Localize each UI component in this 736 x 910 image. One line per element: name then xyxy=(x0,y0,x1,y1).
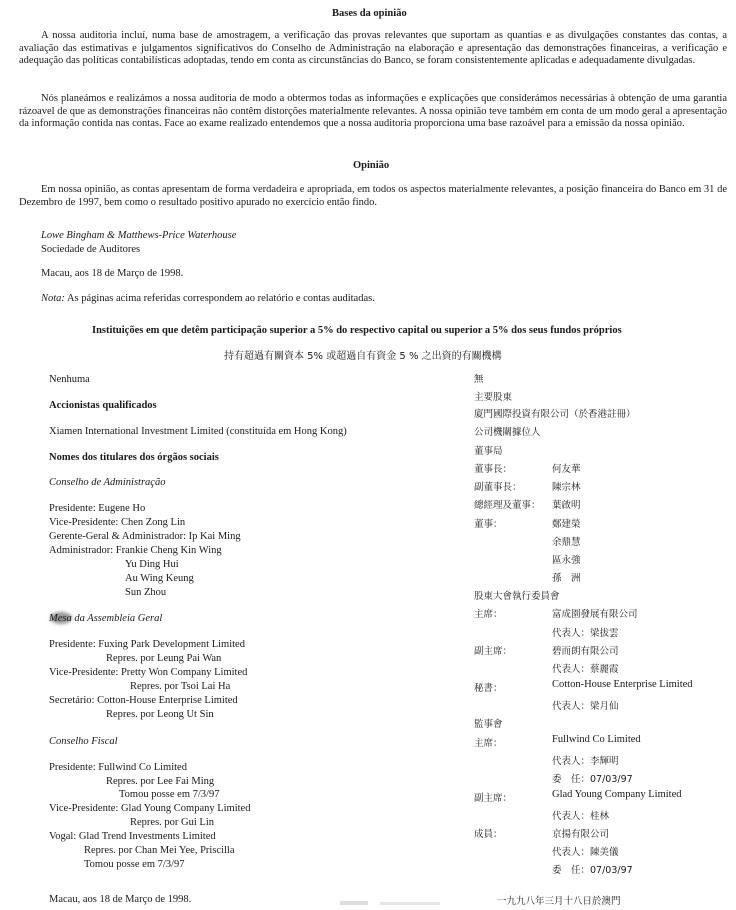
zh-mesa-pres-label: 主席： xyxy=(474,609,503,620)
zh-accionista-name: 廈門國際投資有限公司（於香港註冊） xyxy=(474,409,636,420)
section-title-pt: Instituições em que detêm participação superior a 5% do respectivo capital ou superior a 5% dos seus fundos próprios xyxy=(92,325,622,336)
admin-vice: Vice-Presidente: Chen Zong Lin xyxy=(49,517,186,528)
zh-accionistas: 主要股東 xyxy=(474,392,513,403)
footer-date-pt: Macau, aos 18 de Março de 1998. xyxy=(49,894,192,905)
zh-director-name: 余鼎慧 xyxy=(552,537,581,548)
mesa-vice: Vice-Presidente: Pretty Won Company Limited xyxy=(49,667,248,678)
zh-board: 董事局 xyxy=(474,446,503,457)
zh-mesa-vice-value: 碧而朗有限公司 xyxy=(552,646,619,657)
conselho-fiscal-heading: Conselho Fiscal xyxy=(49,736,118,747)
zh-chairman-name: 何友華 xyxy=(552,464,581,475)
mesa-vice-rep: Repres. por Tsoi Lai Ha xyxy=(130,681,231,692)
opiniao-p1-text: Em nossa opinião, as contas apresentam de forma verdadeira e apropriada, em todos os aspectos materialmente relevantes, a posição financeira do Banco em 31 de Dezembro de 1997, bem como o resultado positivo apurado no exercício então findo. xyxy=(19,184,727,208)
bases-p2-text: Nós planeámos e realizámos a nossa auditoria de modo a obtermos todas as informações e explicações que considerámos necessárias à obtenção de uma garantia rázoavel de que as demonstrações financeiras não contêm distorções materialmente relevantes. A nossa opinião teve também em conta de um modo geral a apresentação da informação contida nas contas. Face ao exame realizado entendemos que a nossa auditoria proporciona uma base razoável para a emissão da nossa opinião. xyxy=(19,93,727,130)
zh-mesa-sec-value: Cotton-House Enterprise Limited xyxy=(552,679,693,690)
note xyxy=(41,293,375,304)
accionista-name: Xiamen International Investment Limited (constituída em Hong Kong) xyxy=(49,426,347,437)
fiscal-presidente-posse: Tomou posse em 7/3/97 xyxy=(119,789,220,800)
zh-director-name: 孫 洲 xyxy=(552,573,581,584)
zh-fiscal-vice-rep: 代表人：桂林 xyxy=(552,811,610,822)
zh-fiscal-pres-label: 主席： xyxy=(474,738,503,749)
fiscal-vogal-rep: Repres. por Chan Mei Yee, Priscilla xyxy=(84,845,235,856)
zh-fiscal-pres-appointed: 委 任：07/03/97 xyxy=(552,774,633,785)
admin-member: Yu Ding Hui xyxy=(125,559,179,570)
zh-vice-chairman-name: 陳宗林 xyxy=(552,482,581,493)
bases-paragraph-2 xyxy=(19,93,727,131)
zh-mesa-sec-label: 秘書： xyxy=(474,683,503,694)
mesa-secretario: Secretário: Cotton-House Enterprise Limited xyxy=(49,695,238,706)
bases-title: Bases da opinião xyxy=(332,8,407,19)
zh-fiscal-vice-value: Glad Young Company Limited xyxy=(552,789,682,800)
zh-director-name: 鄭建榮 xyxy=(552,519,581,530)
bases-p1-text: A nossa auditoria incluí, numa base de amostragem, a verificação das provas relevantes que suportam as quantias e as divulgações constantes das contas, a avaliação das estimativas e julgamentos significativos do Conselho de Administração na elaboração e apresentação das demonstrações financeiras, a verificação e adequação das políticas contabilísticas adoptadas, tendo em conta as circunstâncias do Banco, se foram consistentemente aplicadas e adequadamente divulgadas. xyxy=(19,30,727,67)
accionistas-heading: Accionistas qualificados xyxy=(49,400,157,411)
zh-fiscal-member-appointed: 委 任：07/03/97 xyxy=(552,865,633,876)
signature-date: Macau, aos 18 de Março de 1998. xyxy=(41,268,184,279)
admin-administrador: Administrador: Frankie Cheng Kin Wing xyxy=(49,545,222,556)
zh-titulares: 公司機關據位人 xyxy=(474,427,541,438)
titulares-heading: Nomes dos titulares dos órgãos sociais xyxy=(49,452,219,463)
admin-presidente: Presidente: Eugene Ho xyxy=(49,503,146,514)
admin-gerente: Gerente-Geral & Administrador: Ip Kai Ming xyxy=(49,531,241,542)
zh-mesa-pres-value: 富成園發展有限公司 xyxy=(552,609,638,620)
fiscal-vice: Vice-Presidente: Glad Young Company Limited xyxy=(49,803,251,814)
zh-mesa-vice-label: 副主席： xyxy=(474,646,513,657)
zh-fiscal-pres-value: Fullwind Co Limited xyxy=(552,734,641,745)
opiniao-title: Opinião xyxy=(353,160,390,171)
zh-director-label: 董事： xyxy=(474,519,503,530)
opiniao-paragraph xyxy=(19,184,727,209)
mesa-heading: Mesa da Assembleia Geral xyxy=(49,613,163,624)
note-text: As páginas acima referidas correspondem ao relatório e contas auditadas. xyxy=(66,293,375,304)
zh-mesa-vice-rep: 代表人：蔡麗霞 xyxy=(552,664,619,675)
conselho-admin-heading: Conselho de Administração xyxy=(49,477,166,488)
zh-vice-chairman-label: 副董事長： xyxy=(474,482,522,493)
bleed-through-noise xyxy=(300,898,620,908)
auditor-firm: Lowe Bingham & Matthews-Price Waterhouse xyxy=(41,230,237,241)
footer-date-zh: 一九九八年三月十八日於澳門 xyxy=(497,896,621,907)
zh-director-name: 區永強 xyxy=(552,555,581,566)
zh-fiscal-pres-rep: 代表人：李輝明 xyxy=(552,756,619,767)
zh-fiscal-vice-label: 副主席： xyxy=(474,793,513,804)
zh-mesa: 股東大會執行委員會 xyxy=(474,591,560,602)
zh-fiscal-member-value: 京揚有限公司 xyxy=(552,829,610,840)
zh-fiscal-member-rep: 代表人：陳美儀 xyxy=(552,847,619,858)
zh-fiscal-member-label: 成員： xyxy=(474,829,503,840)
zh-fiscal: 監事會 xyxy=(474,719,503,730)
mesa-secretario-rep: Repres. por Leong Ut Sin xyxy=(106,709,214,720)
fiscal-vogal: Vogal: Glad Trend Investments Limited xyxy=(49,831,216,842)
fiscal-vice-rep: Repres. por Gui Lin xyxy=(130,817,214,828)
admin-member: Au Wing Keung xyxy=(125,573,194,584)
nenhuma: Nenhuma xyxy=(49,374,90,385)
zh-chairman-label: 董事長： xyxy=(474,464,513,475)
zh-gm-label: 總經理及董事： xyxy=(474,500,541,511)
zh-gm-name: 葉啟明 xyxy=(552,500,581,511)
mesa-presidente: Presidente: Fuxing Park Development Limited xyxy=(49,639,245,650)
fiscal-vogal-posse: Tomou posse em 7/3/97 xyxy=(84,859,185,870)
mesa-presidente-rep: Repres. por Leung Pai Wan xyxy=(106,653,222,664)
bases-paragraph-1 xyxy=(19,30,727,68)
fiscal-presidente-rep: Repres. por Lee Fai Ming xyxy=(106,776,215,787)
note-label: Nota: xyxy=(41,293,65,304)
admin-member: Sun Zhou xyxy=(125,587,167,598)
auditor-firm-type: Sociedade de Auditores xyxy=(41,244,141,255)
fiscal-presidente: Presidente: Fullwind Co Limited xyxy=(49,762,187,773)
zh-mesa-pres-rep: 代表人：梁拔雲 xyxy=(552,628,619,639)
zh-none: 無 xyxy=(474,374,484,385)
zh-mesa-sec-rep: 代表人：梁月仙 xyxy=(552,701,619,712)
section-title-zh: 持有超過有關資本 5% 或超過自有資金 5 % 之出資的有關機構 xyxy=(224,351,502,362)
